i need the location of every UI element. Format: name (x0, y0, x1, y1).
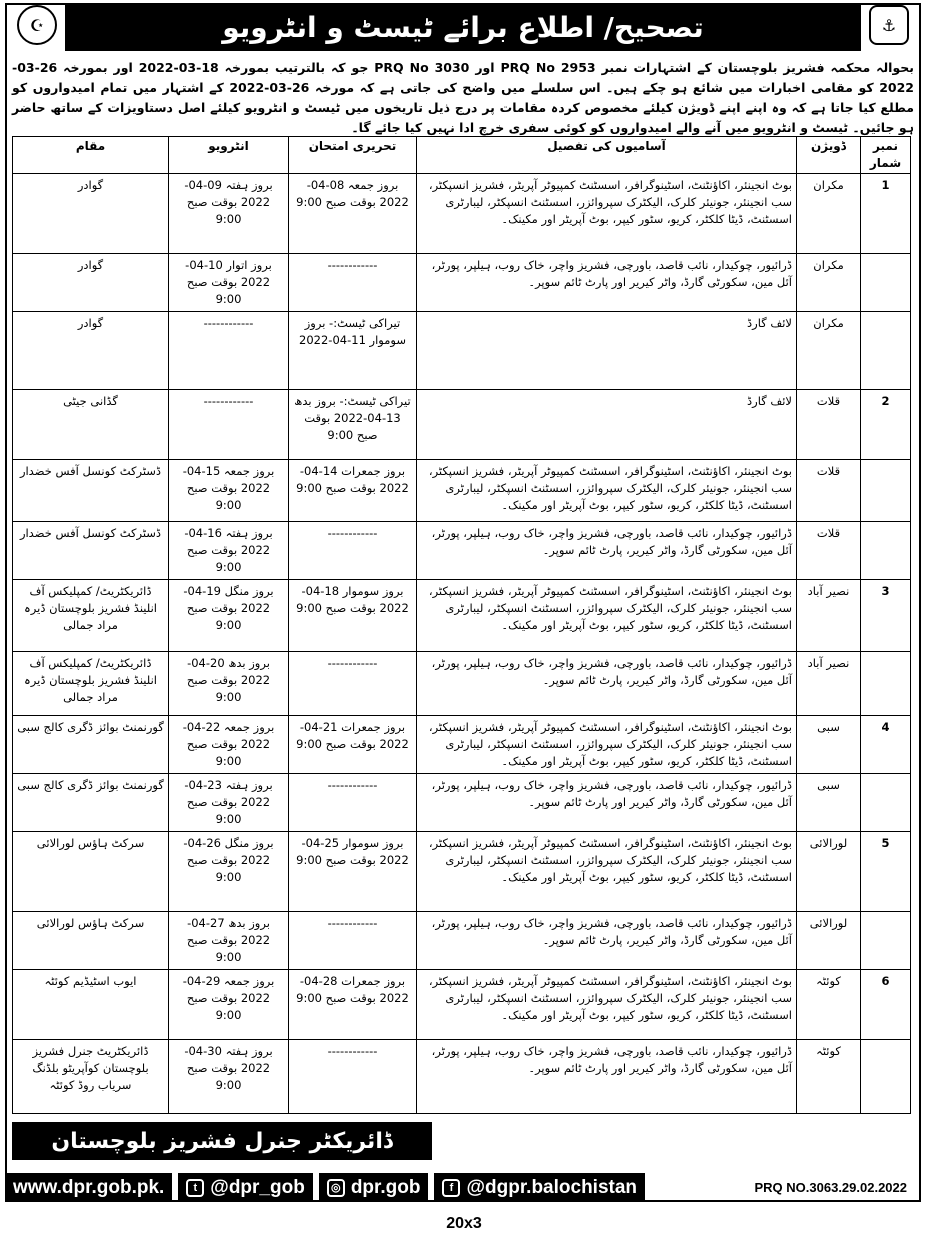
table-row (13, 460, 911, 522)
header-interview: انٹرویو (169, 137, 289, 174)
division-cell: مکران (797, 254, 861, 312)
table-row (13, 970, 911, 1040)
written-test-cell: ------------ (289, 774, 417, 832)
division-cell: قلات (797, 390, 861, 460)
table-row (13, 912, 911, 970)
schedule-table (12, 136, 911, 1114)
interview-cell: بروز اتوار 10-04-2022 بوقت صبح 9:00 (169, 254, 289, 312)
table-row (13, 832, 911, 912)
twitter-icon: t (186, 1179, 204, 1197)
written-test-cell: ------------ (289, 254, 417, 312)
posts-cell: ڈرائیور، چوکیدار، نائب قاصد، باورچی، فشریز واچر، خاک روب، ہیلپر، پورٹر، آئل مین، سکورٹی گارڈ، واٹر کیریر اور پارٹ ٹائم سوپر۔ (417, 1040, 797, 1114)
venue-cell: گورنمنٹ بوائز ڈگری کالج سبی (13, 774, 169, 832)
serial-cell: 4 (861, 716, 911, 774)
posts-cell: بوٹ انجینئر، اکاؤنٹنٹ، اسٹینوگرافر، اسسٹنٹ کمپیوٹر آپریٹر، فشریز انسپکٹر، سب انجینئر، جونیئر کلرک، الیکٹرک سپروائزر، اسسٹنٹ انسپکٹر، لیبارٹری اسسٹنٹ، ڈیٹا کلکٹر، کریو، سٹور کیپر، بوٹ آپریٹر اور مکینک۔ (417, 716, 797, 774)
interview-cell: بروز ہفتہ 09-04-2022 بوقت صبح 9:00 (169, 174, 289, 254)
posts-cell: ڈرائیور، چوکیدار، نائب قاصد، باورچی، فشریز واچر، خاک روب، ہیلپر، پورٹر، آئل مین، سکورٹی گارڈ، واٹر کیریر اور پارٹ ٹائم سوپر۔ (417, 254, 797, 312)
venue-cell: سرکٹ ہاؤس لورالائی (13, 832, 169, 912)
interview-cell: بروز ہفتہ 23-04-2022 بوقت صبح 9:00 (169, 774, 289, 832)
table-row (13, 716, 911, 774)
venue-cell: ڈسٹرکٹ کونسل آفس خضدار (13, 460, 169, 522)
notice-title: تصحیح/ اطلاع برائے ٹیسٹ و انٹرویو (65, 3, 861, 51)
facebook-handle[interactable] (434, 1173, 645, 1202)
prq-number: PRQ NO.3063.29.02.2022 (754, 1180, 907, 1195)
venue-cell: ڈسٹرکٹ کونسل آفس خضدار (13, 522, 169, 580)
division-cell: کوئٹہ (797, 1040, 861, 1114)
venue-cell: گوادر (13, 312, 169, 390)
ad-size: 20x3 (446, 1215, 482, 1232)
table-row (13, 1040, 911, 1114)
venue-cell: ڈائریکٹریٹ جنرل فشریز بلوچستان کوآپریٹو بلڈنگ سریاب روڈ کوئٹہ (13, 1040, 169, 1114)
written-test-cell: بروز جمعہ 08-04-2022 بوقت صبح 9:00 (289, 174, 417, 254)
interview-cell: ------------ (169, 390, 289, 460)
venue-cell: گوادر (13, 174, 169, 254)
posts-cell: بوٹ انجینئر، اکاؤنٹنٹ، اسٹینوگرافر، اسسٹنٹ کمپیوٹر آپریٹر، فشریز انسپکٹر، سب انجینئر، جونیئر کلرک، الیکٹرک سپروائزر، اسسٹنٹ انسپکٹر، لیبارٹری اسسٹنٹ، ڈیٹا کلکٹر، کریو، سٹور کیپر، بوٹ آپریٹر اور مکینک۔ (417, 970, 797, 1040)
table-row (13, 774, 911, 832)
posts-cell: ڈرائیور، چوکیدار، نائب قاصد، باورچی، فشریز واچر، خاک روب، ہیلپر، پورٹر، آئل مین، سکورٹی گارڈ، واٹر کیریر اور پارٹ ٹائم سوپر۔ (417, 774, 797, 832)
table-row (13, 390, 911, 460)
posts-cell: ڈرائیور، چوکیدار، نائب قاصد، باورچی، فشریز واچر، خاک روب، ہیلپر، پورٹر، آئل مین، سکورٹی گارڈ، واٹر کیریر، پارٹ ٹائم سوپر۔ (417, 912, 797, 970)
signature-block: ڈائریکٹر جنرل فشریز بلوچستان (12, 1122, 432, 1160)
header (5, 3, 921, 58)
posts-cell: لائف گارڈ (417, 390, 797, 460)
serial-cell: 2 (861, 390, 911, 460)
interview-cell: بروز ہفتہ 16-04-2022 بوقت صبح 9:00 (169, 522, 289, 580)
written-test-cell: بروز سوموار 25-04-2022 بوقت صبح 9:00 (289, 832, 417, 912)
venue-cell: سرکٹ ہاؤس لورالائی (13, 912, 169, 970)
serial-cell (861, 254, 911, 312)
header-posts: آسامیوں کی تفصیل (417, 137, 797, 174)
written-test-cell: ------------ (289, 652, 417, 716)
header-division: ڈویژن (797, 137, 861, 174)
interview-cell: بروز منگل 19-04-2022 بوقت صبح 9:00 (169, 580, 289, 652)
written-test-cell: بروز جمعرات 21-04-2022 بوقت صبح 9:00 (289, 716, 417, 774)
table-row (13, 254, 911, 312)
division-cell: نصیر آباد (797, 580, 861, 652)
serial-cell: 3 (861, 580, 911, 652)
twitter-label: @dpr_gob (210, 1176, 305, 1198)
venue-cell: گورنمنٹ بوائز ڈگری کالج سبی (13, 716, 169, 774)
serial-cell (861, 312, 911, 390)
division-cell: لورالائی (797, 912, 861, 970)
table-row (13, 652, 911, 716)
serial-cell (861, 912, 911, 970)
social-footer (5, 1173, 921, 1202)
written-test-cell: بروز سوموار 18-04-2022 بوقت صبح 9:00 (289, 580, 417, 652)
posts-cell: لائف گارڈ (417, 312, 797, 390)
instagram-label: dpr.gob (350, 1176, 421, 1198)
division-cell: لورالائی (797, 832, 861, 912)
interview-cell: بروز منگل 26-04-2022 بوقت صبح 9:00 (169, 832, 289, 912)
written-test-cell: ------------ (289, 522, 417, 580)
written-test-cell: ------------ (289, 912, 417, 970)
interview-cell: بروز ہفتہ 30-04-2022 بوقت صبح 9:00 (169, 1040, 289, 1114)
table-row (13, 580, 911, 652)
written-test-cell: تیراکی ٹیسٹ:- بروز سوموار 11-04-2022 (289, 312, 417, 390)
intro-paragraph: بحوالہ محکمہ فشریز بلوچستان کے اشتہارات نمبر PRQ No 2953 اور PRQ No 3030 جو کہ بالترتیب بمورخہ 18-03-2022 اور بمورخہ 26-03-2022 کو مقامی اخبارات میں شائع ہو چکے ہیں۔ اس سلسلے میں واضح کی جاتی ہے کہ مورخہ 26-03-2022 کے اشتہار میں تمام امیدواروں کو مطلع کیا جاتا ہے کہ وہ اپنے اپنے ڈویژن کیلئے مخصوص کردہ مقامات پر درج ذیل تاریخوں میں ٹیسٹ و انٹرویو کیلئے اصل دستاویزات کے ساتھ حاضر ہو جائیں۔ ٹیسٹ و انٹرویو میں آنے والے امیدواروں کو کوئی سفری خرچ ادا نہیں کیا جائے گا۔ (12, 60, 914, 135)
venue-cell: ڈائریکٹریٹ/ کمپلیکس آف انلینڈ فشریز بلوچستان ڈیرہ مراد جمالی (13, 580, 169, 652)
twitter-handle[interactable] (178, 1173, 313, 1202)
interview-cell: بروز جمعہ 15-04-2022 بوقت صبح 9:00 (169, 460, 289, 522)
interview-cell: بروز جمعہ 29-04-2022 بوقت صبح 9:00 (169, 970, 289, 1040)
serial-cell (861, 460, 911, 522)
interview-cell: بروز بدھ 20-04-2022 بوقت صبح 9:00 (169, 652, 289, 716)
division-cell: کوئٹہ (797, 970, 861, 1040)
division-cell: سبی (797, 716, 861, 774)
fisheries-logo-icon: ⚓ (869, 5, 909, 45)
table-header-row (13, 137, 911, 174)
header-venue: مقام (13, 137, 169, 174)
venue-cell: گڈانی جیٹی (13, 390, 169, 460)
venue-cell: ڈائریکٹریٹ/ کمپلیکس آف انلینڈ فشریز بلوچستان ڈیرہ مراد جمالی (13, 652, 169, 716)
serial-cell: 5 (861, 832, 911, 912)
written-test-cell: تیراکی ٹیسٹ:- بروز بدھ 13-04-2022 بوقت صبح 9:00 (289, 390, 417, 460)
table-row (13, 312, 911, 390)
header-written-test: تحریری امتحان (289, 137, 417, 174)
written-test-cell: بروز جمعرات 28-04-2022 بوقت صبح 9:00 (289, 970, 417, 1040)
serial-cell (861, 652, 911, 716)
serial-cell: 1 (861, 174, 911, 254)
table-row (13, 522, 911, 580)
serial-cell: 6 (861, 970, 911, 1040)
instagram-handle[interactable] (319, 1173, 429, 1202)
division-cell: قلات (797, 460, 861, 522)
posts-cell: بوٹ انجینئر، اکاؤنٹنٹ، اسٹینوگرافر، اسسٹنٹ کمپیوٹر آپریٹر، فشریز انسپکٹر، سب انجینئر، جونیئر کلرک، الیکٹرک سپروائزر، اسسٹنٹ انسپکٹر، لیبارٹری اسسٹنٹ، ڈیٹا کلکٹر، کریو، سٹور کیپر، بوٹ آپریٹر اور مکینک۔ (417, 460, 797, 522)
facebook-label: @dgpr.balochistan (466, 1176, 638, 1198)
division-cell: قلات (797, 522, 861, 580)
website-link[interactable]: www.dpr.gob.pk. (5, 1173, 172, 1202)
division-cell: نصیر آباد (797, 652, 861, 716)
venue-cell: گوادر (13, 254, 169, 312)
interview-cell: ------------ (169, 312, 289, 390)
division-cell: مکران (797, 312, 861, 390)
facebook-icon: f (442, 1179, 460, 1197)
interview-cell: بروز جمعہ 22-04-2022 بوقت صبح 9:00 (169, 716, 289, 774)
division-cell: سبی (797, 774, 861, 832)
instagram-icon: ◎ (327, 1179, 345, 1197)
written-test-cell: ------------ (289, 1040, 417, 1114)
table-row (13, 174, 911, 254)
serial-cell (861, 522, 911, 580)
header-serial: نمبر شمار (861, 137, 911, 174)
posts-cell: ڈرائیور، چوکیدار، نائب قاصد، باورچی، فشریز واچر، خاک روب، ہیلپر، پورٹر، آئل مین، سکورٹی گارڈ، واٹر کیریر، پارٹ ٹائم سوپر۔ (417, 522, 797, 580)
posts-cell: بوٹ انجینئر، اکاؤنٹنٹ، اسٹینوگرافر، اسسٹنٹ کمپیوٹر آپریٹر، فشریز انسپکٹر، سب انجینئر، جونیئر کلرک، الیکٹرک سپروائزر، اسسٹنٹ انسپکٹر، لیبارٹری اسسٹنٹ، ڈیٹا کلکٹر، کریو، سٹور کیپر، بوٹ آپریٹر اور مکینک۔ (417, 580, 797, 652)
serial-cell (861, 774, 911, 832)
venue-cell: ایوب اسٹیڈیم کوئٹہ (13, 970, 169, 1040)
serial-cell (861, 1040, 911, 1114)
posts-cell: بوٹ انجینئر، اکاؤنٹنٹ، اسٹینوگرافر، اسسٹنٹ کمپیوٹر آپریٹر، فشریز انسپکٹر، سب انجینئر، جونیئر کلرک، الیکٹرک سپروائزر، اسسٹنٹ انسپکٹر، لیبارٹری اسسٹنٹ، ڈیٹا کلکٹر، کریو، سٹور کیپر، بوٹ آپریٹر اور مکینک۔ (417, 174, 797, 254)
balochistan-emblem-icon: ☪ (17, 5, 57, 45)
written-test-cell: بروز جمعرات 14-04-2022 بوقت صبح 9:00 (289, 460, 417, 522)
interview-cell: بروز بدھ 27-04-2022 بوقت صبح 9:00 (169, 912, 289, 970)
posts-cell: ڈرائیور، چوکیدار، نائب قاصد، باورچی، فشریز واچر، خاک روب، ہیلپر، پورٹر، آئل مین، سکورٹی گارڈ، واٹر کیریر، پارٹ ٹائم سوپر۔ (417, 652, 797, 716)
division-cell: مکران (797, 174, 861, 254)
posts-cell: بوٹ انجینئر، اکاؤنٹنٹ، اسٹینوگرافر، اسسٹنٹ کمپیوٹر آپریٹر، فشریز انسپکٹر، سب انجینئر، جونیئر کلرک، الیکٹرک سپروائزر، اسسٹنٹ انسپکٹر، لیبارٹری اسسٹنٹ، ڈیٹا کلکٹر، کریو، سٹور کیپر، بوٹ آپریٹر اور مکینک۔ (417, 832, 797, 912)
